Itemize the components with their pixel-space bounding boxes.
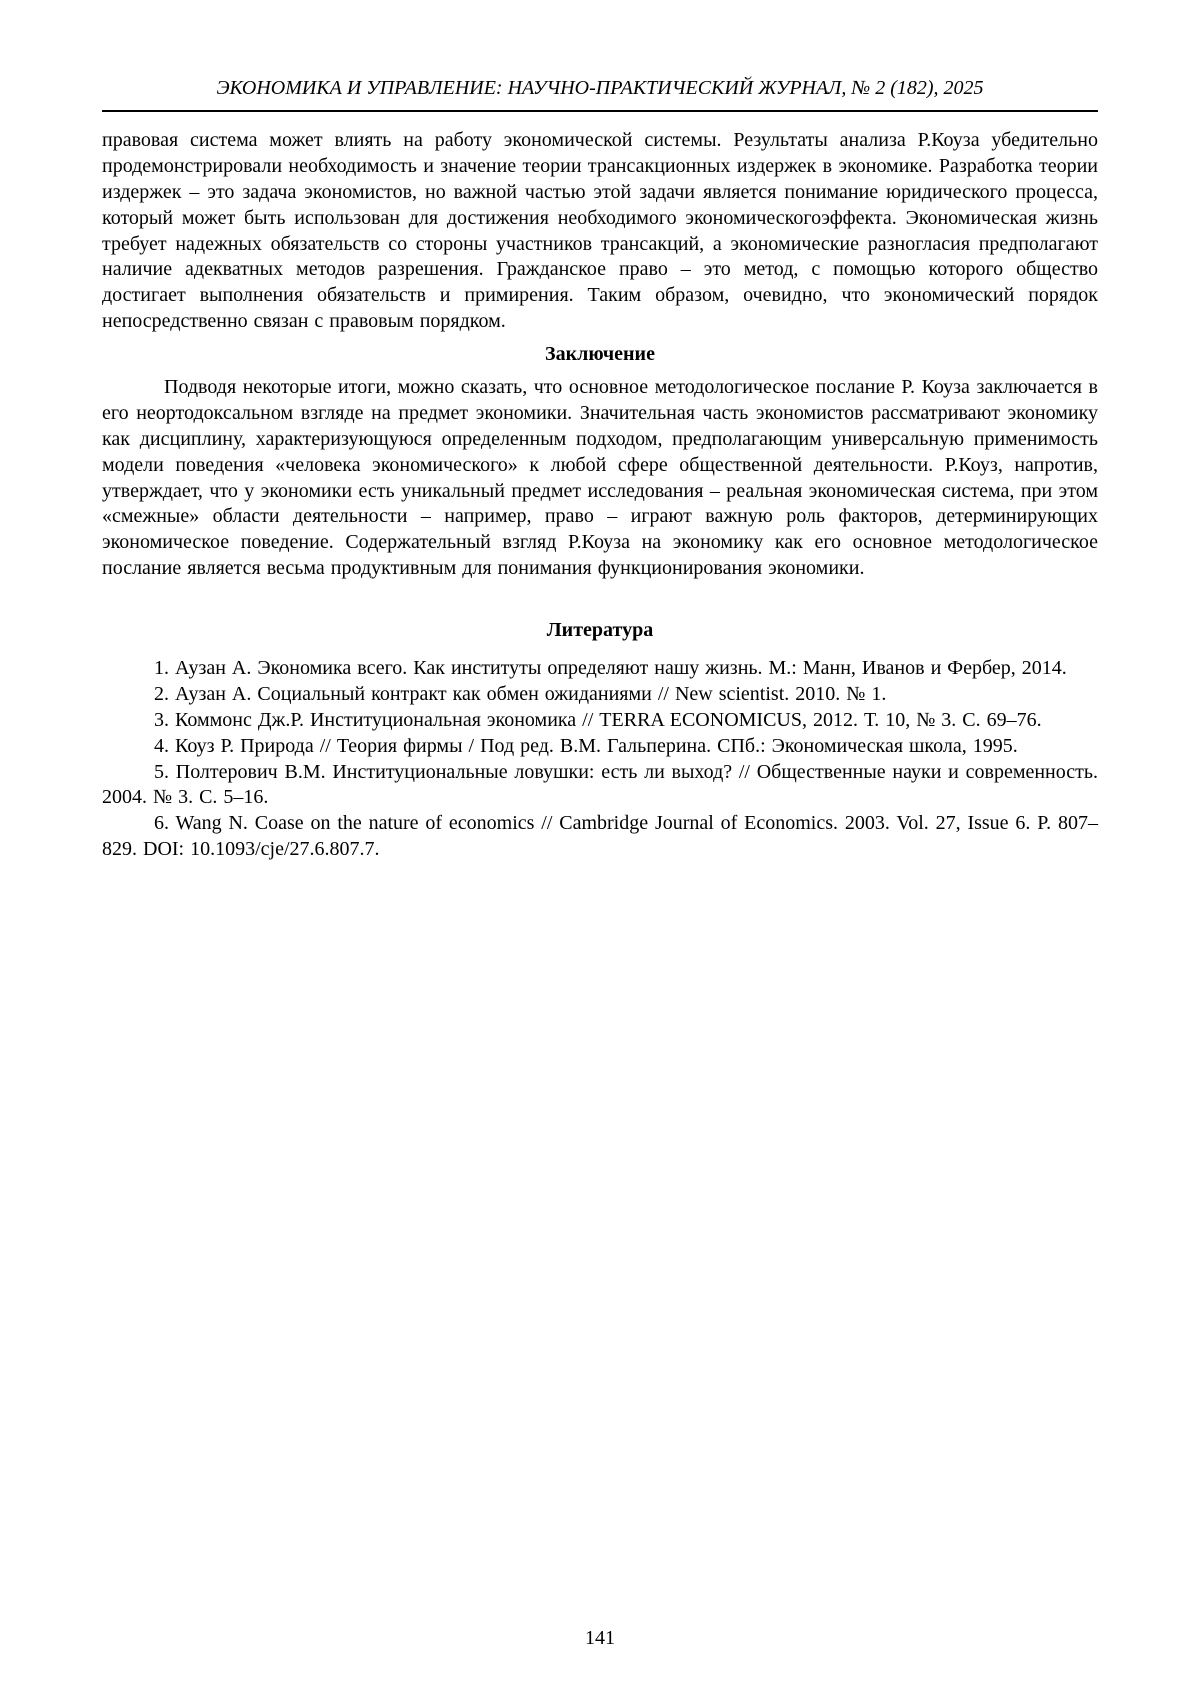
article-body: [102, 128, 1098, 863]
reference-item-6: 6. Wang N. Coase on the nature of economics // Cambridge Journal of Economics. 2003. Vol. 27, Issue 6. P. 807–829. DOI: 10.1093/cje/27.6.807.7.: [102, 812, 1098, 861]
reference-item-5: 5. Полтерович В.М. Институциональные ловушки: есть ли выход? // Общественные науки и современность. 2004. № 3. С. 5–16.: [102, 760, 1098, 809]
header-rule: [102, 110, 1098, 112]
reference-item-3: 3. Коммонс Дж.Р. Институциональная экономика // TERRA ECONOMICUS, 2012. Т. 10, № 3. С. 69–76.: [154, 708, 1042, 731]
intro-paragraph: правовая система может влиять на работу экономической системы. Результаты анализа Р.Коуза убедительно продемонстрировали необходимость и значение теории трансакционных издержек в экономике. Разработка теории издержек – это задача экономистов, но важной частью этой задачи является понимание юридического процесса, который может быть использован для достижения необходимого экономическогоэффекта. Экономическая жизнь требует надежных обязательств со стороны участников трансакций, а экономические разногласия предполагают наличие адекватных методов разрешения. Гражданское право – это метод, с помощью которого общество достигает выполнения обязательств и примирения. Таким образом, очевидно, что экономический порядок непосредственно связан с правовым порядком.: [102, 129, 1098, 333]
reference-item-2: 2. Аузан А. Социальный контракт как обмен ожиданиями // New scientist. 2010. № 1.: [154, 682, 887, 705]
journal-title-running-head: ЭКОНОМИКА И УПРАВЛЕНИЕ: НАУЧНО-ПРАКТИЧЕСКИЙ ЖУРНАЛ, № 2 (182), 2025: [216, 77, 984, 99]
conclusion-heading: Заключение: [545, 343, 655, 366]
references-heading: Литература: [546, 619, 654, 642]
references-list: [102, 656, 1098, 863]
page-number: 141: [585, 1627, 615, 1649]
conclusion-paragraph: Подводя некоторые итоги, можно сказать, что основное методологическое послание Р. Коуза заключается в его неортодоксальном взгляде на предмет экономики. Значительная часть экономистов рассматривают экономику как дисциплину, характеризующуюся определенным подходом, предполагающим универсальную применимость модели поведения «человека экономического» к любой сфере общественной деятельности. Р.Коуз, напротив, утверждает, что у экономики есть уникальный предмет исследования – реальная экономическая система, при этом «смежные» области деятельности – например, право – играют важную роль факторов, детерминирующих экономическое поведение. Содержательный взгляд Р.Коуза на экономику как его основное методологическое послание является весьма продуктивным для понимания функционирования экономики.: [102, 376, 1098, 580]
page-header: [102, 76, 1098, 112]
reference-item-4: 4. Коуз Р. Природа // Теория фирмы / Под ред. В.М. Гальперина. СПб.: Экономическая школа, 1995.: [154, 734, 1018, 757]
reference-item-1: 1. Аузан А. Экономика всего. Как институты определяют нашу жизнь. М.: Манн, Иванов и Фербер, 2014.: [154, 657, 1067, 680]
